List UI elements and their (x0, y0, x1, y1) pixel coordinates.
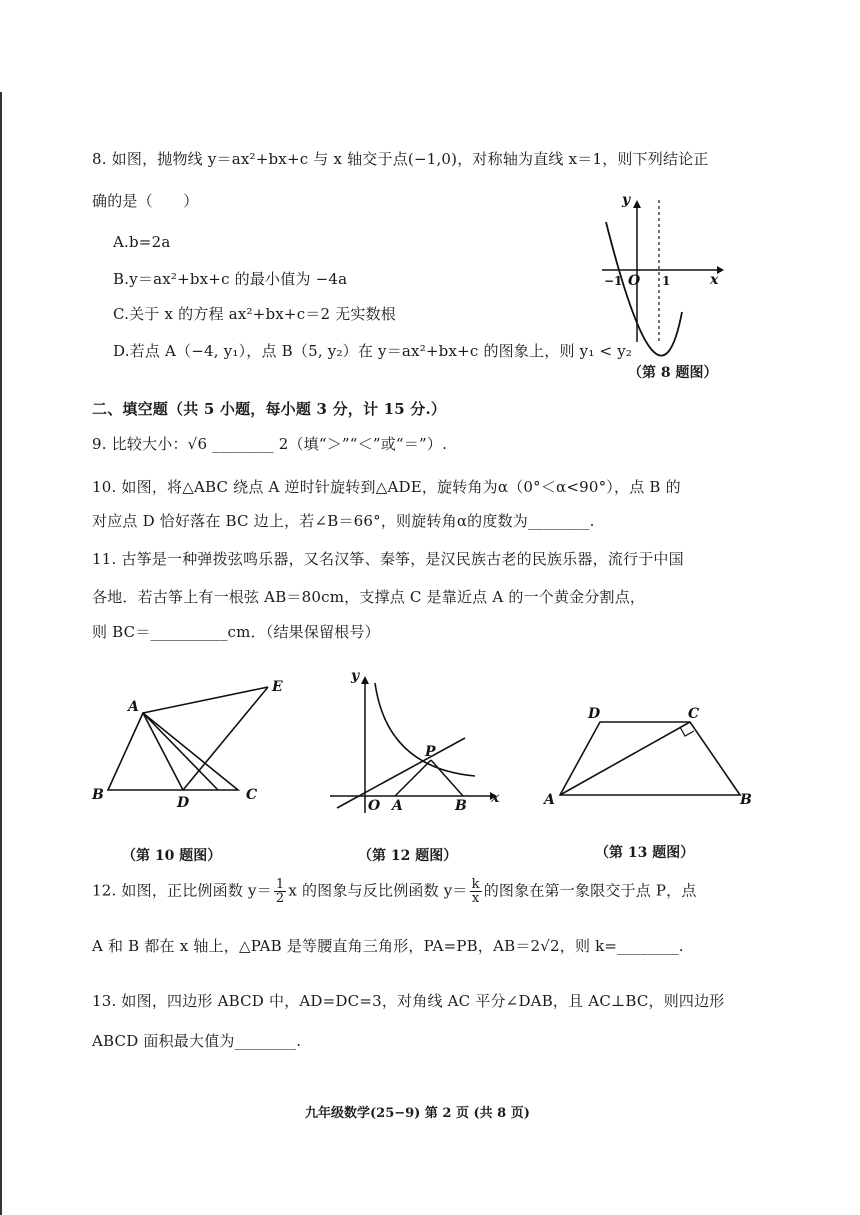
q8-stem-line2: 确的是（ ） (92, 192, 199, 210)
q12-part3: 的图象在第一象限交于点 P，点 (483, 881, 697, 900)
q10-stem-line1: 10. 如图，将△ABC 绕点 A 逆时针旋转到△ADE，旋转角为α（0°＜α<90°），点 B 的 (92, 478, 681, 496)
segment-ad (143, 713, 183, 790)
fig12-caption: （第 12 题图） (358, 848, 458, 864)
inverse-function-curve (375, 683, 475, 776)
fig10-label-b: B (92, 787, 104, 803)
fraction-one-half (274, 878, 286, 905)
page-footer: 九年级数学(25−9) 第 2 页 (共 8 页) (305, 1106, 530, 1121)
fig12-label-o: O (368, 798, 381, 814)
fig12-label-b: B (455, 798, 467, 814)
fig10-label-e: E (272, 679, 283, 695)
fig8-label-origin: O (628, 273, 641, 289)
q12-stem-line1 (92, 878, 697, 905)
fig10-label-c: C (246, 787, 258, 803)
q12-part2: x 的图象与反比例函数 y＝ (288, 881, 468, 900)
quadrilateral-abcd (560, 722, 740, 795)
fig13-quadrilateral (540, 700, 760, 815)
fig13-caption: （第 13 题图） (595, 845, 695, 861)
fig13-label-b: B (740, 792, 752, 808)
fraction-numerator: k (471, 877, 480, 892)
segment-inner (143, 713, 218, 790)
y-axis-arrow (633, 200, 641, 208)
fig13-label-a: A (544, 792, 555, 808)
fig10-rotation-triangles (88, 675, 298, 810)
q11-stem-line2: 各地．若古筝上有一根弦 AB＝80cm，支撑点 C 是靠近点 A 的一个黄金分割点， (92, 588, 646, 606)
q8-option-b: B.y＝ax²+bx+c 的最小值为 −4a (113, 270, 348, 288)
q10-stem-line2: 对应点 D 恰好落在 BC 边上，若∠B＝66°，则旋转角α的度数为________. (92, 512, 595, 530)
segment-pb (431, 760, 463, 796)
triangle-abc (108, 713, 238, 790)
fig12-label-p: P (425, 744, 436, 760)
parabola-curve (606, 222, 682, 356)
page-left-border (0, 92, 2, 1215)
fraction-denominator: 2 (275, 891, 285, 906)
q13-stem-line2: ABCD 面积最大值为________. (92, 1032, 302, 1050)
fig8-label-x: x (710, 272, 719, 288)
fig12-label-a: A (392, 798, 403, 814)
q12-part1: 12. 如图，正比例函数 y＝ (92, 881, 272, 900)
q8-option-a: A.b=2a (113, 233, 171, 251)
y-axis-arrow (361, 676, 369, 684)
fig8-label-one: 1 (662, 274, 671, 288)
section2-heading: 二、填空题（共 5 小题，每小题 3 分，计 15 分.） (92, 400, 447, 418)
q8-parabola-figure (592, 192, 732, 362)
q9-stem: 9. 比较大小：√6 ________ 2（填“＞”“＜”或“＝”）. (92, 435, 448, 453)
fig10-label-d: D (177, 795, 190, 810)
fig8-label-y: y (622, 192, 631, 208)
fig13-label-d: D (588, 706, 601, 722)
fraction-denominator: x (471, 891, 480, 906)
fraction-numerator: 1 (275, 877, 285, 892)
q12-stem-line2: A 和 B 都在 x 轴上，△PAB 是等腰直角三角形，PA=PB，AB＝2√2，则 k=________. (92, 937, 684, 955)
fraction-k-over-x (470, 878, 482, 905)
fig13-label-c: C (688, 706, 700, 722)
fig8-label-neg1: −1 (604, 274, 623, 288)
q8-stem-line1: 8. 如图，抛物线 y＝ax²+bx+c 与 x 轴交于点(−1,0)，对称轴为直线 x＝1，则下列结论正 (92, 150, 709, 168)
segment-pa (395, 760, 431, 796)
q8-option-c: C.关于 x 的方程 ax²+bx+c＝2 无实数根 (113, 305, 397, 323)
fig10-label-a: A (128, 699, 139, 715)
right-angle-mark (680, 727, 694, 736)
q11-stem-line3: 则 BC＝__________cm．（结果保留根号） (92, 623, 380, 641)
fig12-function-graph (325, 668, 505, 818)
fig12-label-y: y (351, 668, 360, 684)
q13-stem-line1: 13. 如图，四边形 ABCD 中，AD=DC=3，对角线 AC 平分∠DAB，且 AC⊥BC，则四边形 (92, 992, 725, 1010)
fig10-caption: （第 10 题图） (122, 848, 222, 864)
q8-option-d: D.若点 A（−4, y₁），点 B（5, y₂）在 y＝ax²+bx+c 的图象上，则 y₁ < y₂ (113, 342, 633, 360)
q8-figure-caption: （第 8 题图） (628, 365, 718, 381)
fig12-label-x: x (491, 790, 500, 806)
q11-stem-line1: 11. 古筝是一种弹拨弦鸣乐器，又名汉筝、秦筝，是汉民族古老的民族乐器，流行于中国 (92, 550, 684, 568)
